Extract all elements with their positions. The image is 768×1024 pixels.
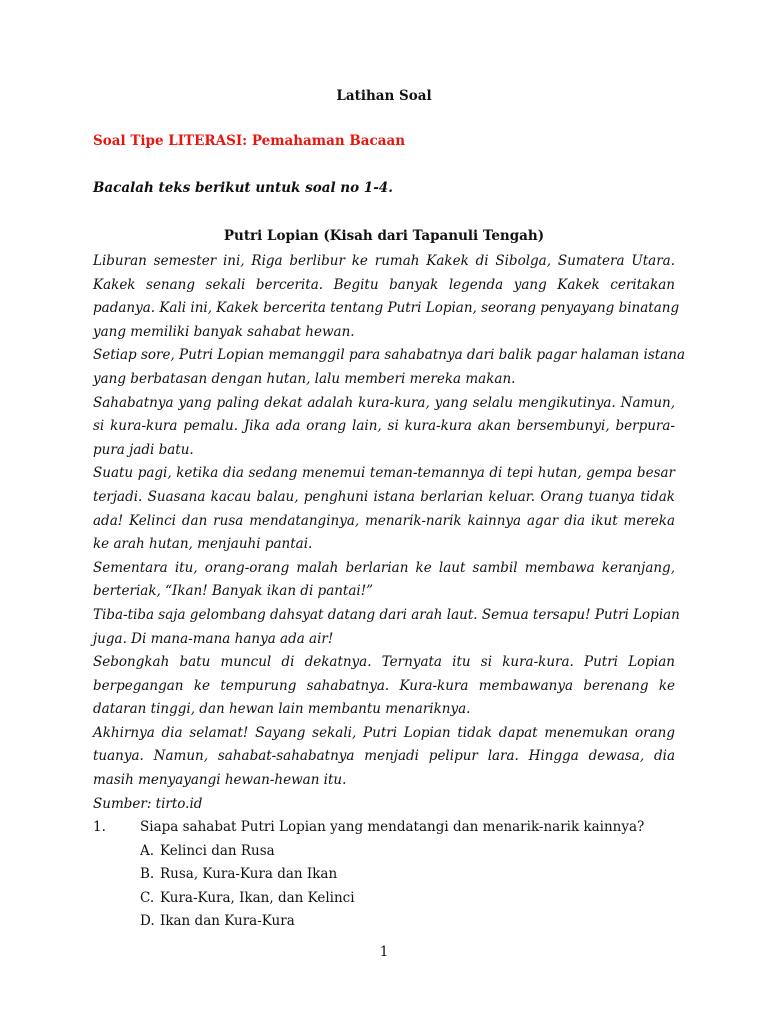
story-line: yang memiliki banyak sahabat hewan. <box>93 323 355 340</box>
option-text: Rusa, Kura-Kura dan Ikan <box>160 866 338 883</box>
story-line: Liburan semester ini, Riga berlibur ke rumah Kakek di Sibolga, Sumatera Utara. <box>93 253 675 269</box>
story-line: Tiba-tiba saja gelombang dahsyat datang dari arah laut. Semua tersapu! Putri Lopian <box>93 606 680 623</box>
story-line: Suatu pagi, ketika dia sedang menemui teman-temannya di tepi hutan, gempa besar <box>93 465 675 482</box>
answer-option-d <box>93 910 693 934</box>
question-1 <box>93 816 693 934</box>
story-line: berteriak, “Ikan! Banyak ikan di pantai!” <box>93 583 374 600</box>
story-line: dataran tinggi, dan hewan lain membantu menariknya. <box>93 701 471 718</box>
story-line: ada! Kelinci dan rusa mendatanginya, menarik-narik kainnya agar dia ikut mereka <box>93 512 675 529</box>
option-text: Kelinci dan Rusa <box>160 842 275 859</box>
story-line: tuanya. Namun, sahabat-sahabatnya menjadi pelipur lara. Hingga dewasa, dia <box>93 748 675 765</box>
story-line: juga. Di mana-mana hanya ada air! <box>93 630 334 647</box>
story-line: si kura-kura pemalu. Jika ada orang lain, si kura-kura akan bersembunyi, berpura- <box>93 418 675 435</box>
answer-option-c <box>93 887 693 911</box>
option-letter: A. <box>140 842 155 859</box>
page-number: 1 <box>379 944 389 960</box>
story-line: ke arah hutan, menjauhi pantai. <box>93 536 313 553</box>
story-title: Putri Lopian (Kisah dari Tapanuli Tengah) <box>223 228 545 244</box>
page-title: Latihan Soal <box>336 88 432 104</box>
story-line: Sementara itu, orang-orang malah berlarian ke laut sambil membawa keranjang, <box>93 559 675 576</box>
story-line: pura jadi batu. <box>93 441 194 458</box>
story-line: terjadi. Suasana kacau balau, penghuni istana berlarian keluar. Orang tuanya tidak <box>93 488 675 505</box>
answer-option-b <box>93 863 693 887</box>
option-letter: D. <box>140 913 155 930</box>
story-source: Sumber: tirto.id <box>93 795 203 812</box>
option-text: Ikan dan Kura-Kura <box>160 913 295 930</box>
story-body <box>93 250 686 816</box>
story-line: Akhirnya dia selamat! Sayang sekali, Putri Lopian tidak dapat menemukan orang <box>93 724 675 741</box>
section-heading: Soal Tipe LITERASI: Pemahaman Bacaan <box>93 133 406 149</box>
option-letter: B. <box>140 866 155 883</box>
story-line: berpegangan ke tempurung sahabatnya. Kura-kura membawanya berenang ke <box>93 677 675 694</box>
story-line: Kakek senang sekali bercerita. Begitu banyak legenda yang Kakek ceritakan <box>93 276 675 293</box>
question-text: Siapa sahabat Putri Lopian yang mendatangi dan menarik-narik kainnya? <box>140 819 645 835</box>
reading-instruction: Bacalah teks berikut untuk soal no 1-4. <box>93 180 393 196</box>
option-text: Kura-Kura, Ikan, dan Kelinci <box>160 889 355 906</box>
answer-option-a <box>93 840 693 864</box>
story-line: masih menyayangi hewan-hewan itu. <box>93 772 347 789</box>
story-line: yang berbatasan dengan hutan, lalu memberi mereka makan. <box>93 370 516 387</box>
story-line: Sebongkah batu muncul di dekatnya. Ternyata itu si kura-kura. Putri Lopian <box>93 654 675 671</box>
question-number: 1. <box>93 819 106 835</box>
story-line: Sahabatnya yang paling dekat adalah kura-kura, yang selalu mengikutinya. Namun, <box>93 394 675 411</box>
option-letter: C. <box>140 889 155 906</box>
story-line: padanya. Kali ini, Kakek bercerita tentang Putri Lopian, seorang penyayang binatang <box>93 300 680 317</box>
story-line: Setiap sore, Putri Lopian memanggil para sahabatnya dari balik pagar halaman istana <box>93 347 686 364</box>
